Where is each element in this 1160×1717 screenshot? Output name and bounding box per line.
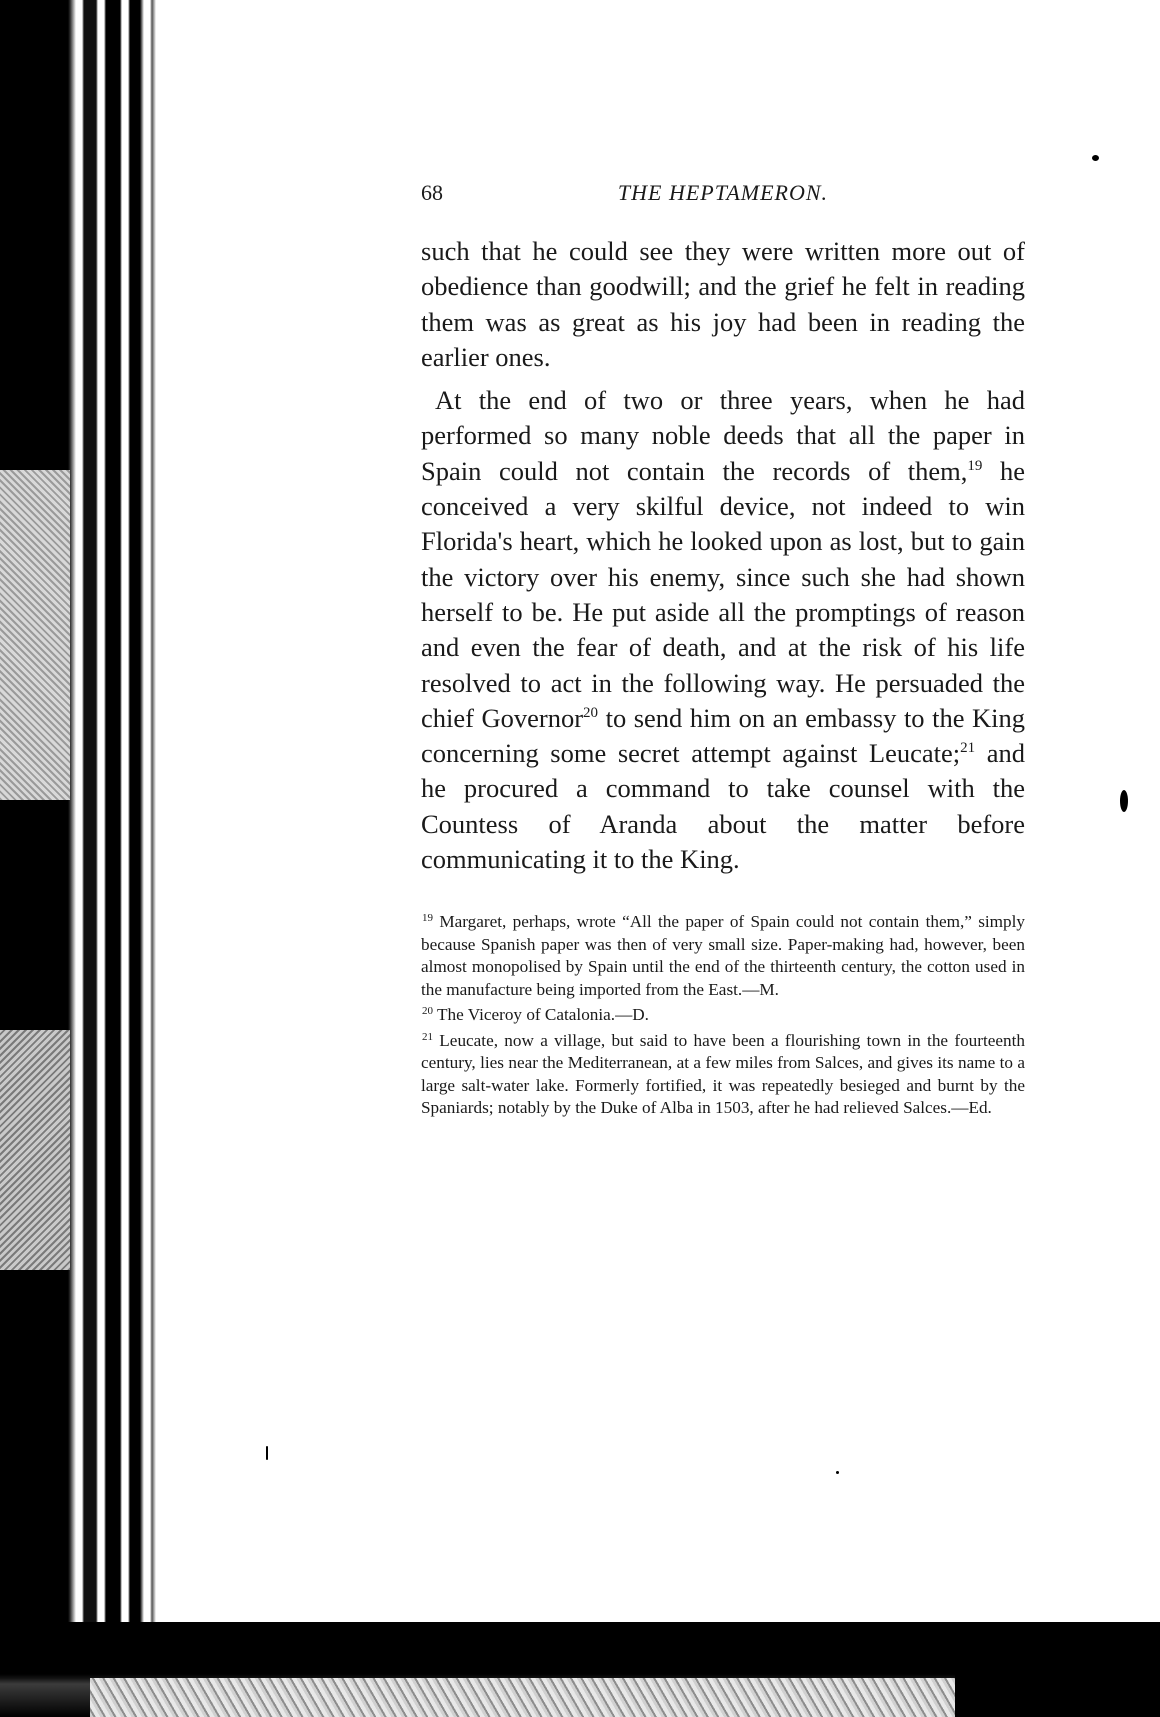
footnote <box>421 1030 1025 1120</box>
footnote-reference: 21 <box>960 740 976 757</box>
footnote-reference: 19 <box>967 457 983 474</box>
running-head <box>421 180 1025 214</box>
scan-speck <box>836 1471 839 1474</box>
paragraph-text: and he procured a command to take counsel with the Countess of Aranda about the matter before communicating it to the King. <box>421 738 1025 875</box>
footnote-text: Leucate, now a village, but said to have been a flourishing town in the fourteenth century, lies near the Mediterranean, at a few miles from Salces, and gives its name to a large salt-water lake. Formerly fortified, it was repeatedly besieged and burnt by the Spaniards; notably by the Duke of Alba in 1503, after he had relieved Salces.—Ed. <box>421 1030 1025 1118</box>
footnote <box>421 911 1025 1001</box>
book-page <box>421 180 1025 1120</box>
paragraph <box>421 383 1025 877</box>
paragraph: such that he could see they were written more out of obedience than goodwill; and the grief he felt in reading them was as great as his joy had been in reading the earlier ones. <box>421 236 1025 372</box>
footnote-text: Margaret, perhaps, wrote “All the paper of Spain could not contain them,” simply because Spanish paper was then of very small size. Paper-making had, however, been almost monopolised by Spain until the end of the thirteenth century, the cotton used in the manufacture being imported from the East.—M. <box>421 912 1025 999</box>
footnote-number: 19 <box>422 912 433 925</box>
footnote-text: The Viceroy of Catalonia.—D. <box>433 1005 649 1025</box>
paragraph-text: to send him on an embassy to the King concerning some secret attempt against Leucate; <box>421 702 1025 769</box>
page-bottom-noise <box>90 1678 960 1717</box>
page-number: 68 <box>421 180 443 205</box>
scan-speck <box>1120 790 1128 812</box>
footnote <box>421 1004 1025 1027</box>
page-corner-shadow <box>955 1622 1160 1717</box>
binding-shadow <box>0 470 70 800</box>
body-text <box>421 234 1025 877</box>
footnote-number: 21 <box>422 1030 433 1043</box>
scan-speck <box>266 1446 268 1460</box>
running-title: THE HEPTAMERON. <box>617 180 829 205</box>
footnote-number: 20 <box>422 1005 433 1018</box>
scan-speck <box>1092 155 1099 161</box>
paragraph-text: At the end of two or three years, when he had performed so many noble deeds that all the paper in Spain could not contain the records of them, <box>421 385 1025 486</box>
book-binding-edge <box>0 0 160 1717</box>
footnotes <box>421 911 1025 1120</box>
binding-shadow <box>0 1030 70 1270</box>
paragraph-text: he conceived a very skilful device, not indeed to win Florida's heart, which he looked upon as lost, but to gain the victory over his enemy, since such she had shown herself to be. He put aside all the promptings of reason and even the fear of death, and at the risk of his life resolved to act in the following way. He persuaded the chief Governor <box>421 455 1025 733</box>
footnote-reference: 20 <box>583 704 599 721</box>
